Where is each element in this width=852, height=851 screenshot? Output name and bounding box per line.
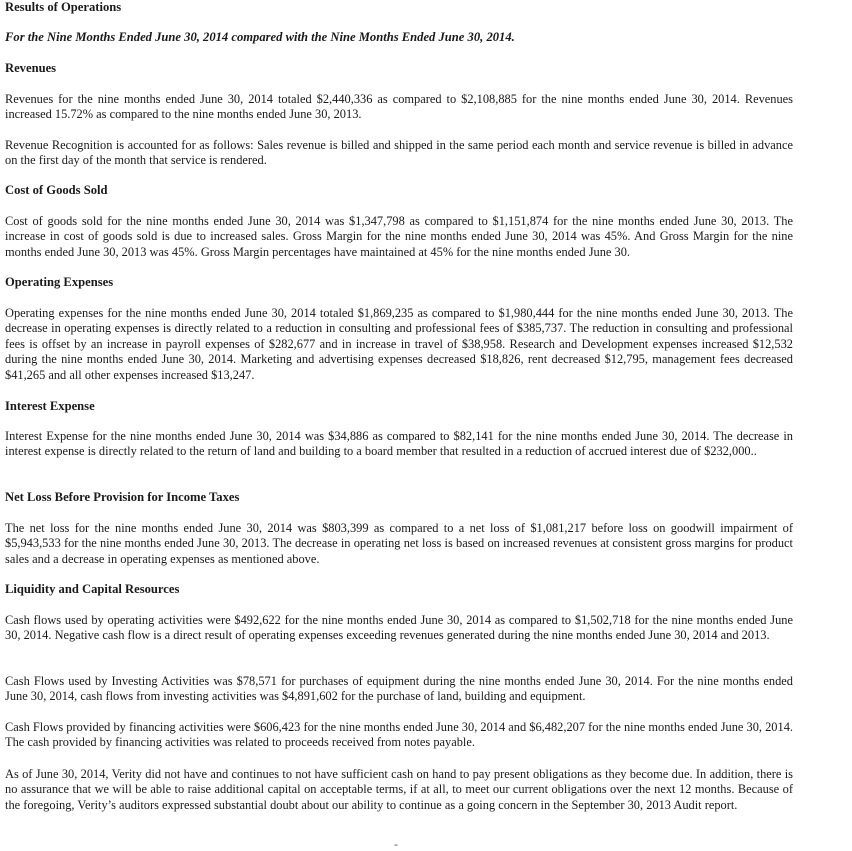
page-number-mark: - xyxy=(394,837,398,851)
revenues-heading: Revenues xyxy=(5,61,57,75)
interest-heading: Interest Expense xyxy=(5,399,95,413)
revenues-paragraph-1: Revenues for the nine months ended June 30, 2014 totaled $2,440,336 as compared to $2,108,885 for the nine months ended June 30, 2014. Revenues increased 15.72% as compared to the nine months ended June 30, 2013. xyxy=(5,92,793,122)
liquidity-paragraph-1: Cash flows used by operating activities were $492,622 for the nine months ended June 30, 2014 as compared to $1,502,718 for the nine months ended June 30, 2014. Negative cash flow is a direct result of operating expenses exceeding revenues generated during the nine months ended June 30, 2014 and 2013. xyxy=(5,613,793,643)
liquidity-paragraph-4: As of June 30, 2014, Verity did not have and continues to not have sufficient cash on hand to pay present obligations as they become due. In addition, there is no assurance that we will be able to raise additional capital on acceptable terms, if at all, to meet our current obligations over the next 12 months. Because of the foregoing, Verity’s auditors expressed substantial doubt about our ability to continue as a going concern in the September 30, 2013 Audit report. xyxy=(5,767,793,812)
netloss-paragraph-1: The net loss for the nine months ended June 30, 2014 was $803,399 as compared to a net loss of $1,081,217 before loss on goodwill impairment of $5,943,533 for the nine months ended June 30, 2013. The decrease in operating net loss is based on increased revenues at consistent gross margins for product sales and a decrease in operating expenses as mentioned above. xyxy=(5,521,793,566)
liquidity-paragraph-3: Cash Flows provided by financing activities were $606,423 for the nine months ended June 30, 2014 and $6,482,207 for the nine months ended June 30, 2014. The cash provided by financing activities was related to proceeds received from notes payable. xyxy=(5,720,793,750)
liquidity-heading: Liquidity and Capital Resources xyxy=(5,582,180,596)
interest-paragraph-1: Interest Expense for the nine months ended June 30, 2014 was $34,886 as compared to $82,141 for the nine months ended June 30, 2014. The decrease in interest expense is directly related to the return of land and building to a board member that resulted in a reduction of accrued interest due of $232,000.. xyxy=(5,429,793,459)
results-subheading: For the Nine Months Ended June 30, 2014 compared with the Nine Months Ended June 30, 2014. xyxy=(5,30,515,44)
cogs-heading: Cost of Goods Sold xyxy=(5,183,108,197)
netloss-heading: Net Loss Before Provision for Income Taxes xyxy=(5,490,240,504)
results-heading: Results of Operations xyxy=(5,0,122,14)
liquidity-paragraph-2: Cash Flows used by Investing Activities was $78,571 for purchases of equipment during the nine months ended June 30, 2014. For the nine months ended June 30, 2014, cash flows from investing activities was $4,891,602 for the purchase of land, building and equipment. xyxy=(5,674,793,704)
opex-paragraph-1: Operating expenses for the nine months ended June 30, 2014 totaled $1,869,235 as compared to $1,980,444 for the nine months ended June 30, 2013. The decrease in operating expenses is directly related to a reduction in consulting and professional fees of $385,737. The reduction in consulting and professional fees is offset by an increase in payroll expenses of $282,677 and in increase in travel of $38,958. Research and Development expenses increased $12,532 during the nine months ended June 30, 2014. Marketing and advertising expenses decreased $18,826, rent decreased $12,795, management fees decreased $41,265 and all other expenses increased $13,247. xyxy=(5,306,793,382)
opex-heading: Operating Expenses xyxy=(5,275,114,289)
cogs-paragraph-1: Cost of goods sold for the nine months ended June 30, 2014 was $1,347,798 as compared to $1,151,874 for the nine months ended June 30, 2013. The increase in cost of goods sold is due to increased sales. Gross Margin for the nine months ended June 30, 2014 was 45%. And Gross Margin for the nine months ended June 30, 2013 was 45%. Gross Margin percentages have maintained at 45% for the nine months ended June 30. xyxy=(5,214,793,259)
revenues-paragraph-2: Revenue Recognition is accounted for as follows: Sales revenue is billed and shipped in the same period each month and service revenue is billed in advance on the first day of the month that service is rendered. xyxy=(5,138,793,168)
